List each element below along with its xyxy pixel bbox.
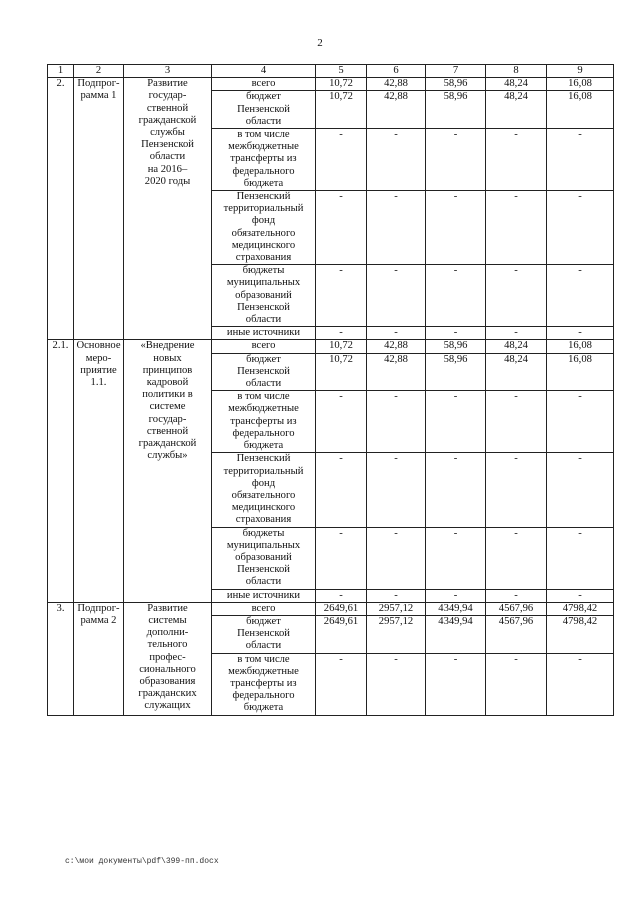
amount-cell: - [316,653,367,715]
column-header: 8 [486,65,547,78]
amount-cell: - [316,527,367,589]
column-header: 3 [124,65,212,78]
amount-cell: 2957,12 [367,615,426,653]
funding-source-cell: Пензенский территориальный фонд обязательного медицинского страхования [212,453,316,527]
page-number: 2 [317,37,323,49]
amount-cell: - [426,589,486,602]
amount-cell: - [486,191,547,265]
row-number-cell: 2. [48,78,74,340]
amount-cell: 48,24 [486,353,547,391]
funding-source-cell: всего [212,340,316,353]
program-name-cell: Подпрог- рамма 2 [74,602,124,715]
amount-cell: - [547,589,614,602]
column-header: 6 [367,65,426,78]
funding-source-cell: бюджет Пензенской области [212,353,316,391]
amount-cell: - [547,527,614,589]
amount-cell: 42,88 [367,353,426,391]
amount-cell: - [486,527,547,589]
amount-cell: - [426,653,486,715]
amount-cell: - [547,327,614,340]
amount-cell: - [547,129,614,191]
amount-cell: - [486,589,547,602]
amount-cell: - [316,129,367,191]
amount-cell: - [367,391,426,453]
budget-table-body [48,65,614,716]
amount-cell: 48,24 [486,91,547,129]
amount-cell: - [316,589,367,602]
funding-source-cell: бюджеты муниципальных образований Пензенской области [212,265,316,327]
amount-cell: 58,96 [426,91,486,129]
column-header: 1 [48,65,74,78]
amount-cell: 58,96 [426,78,486,91]
funding-source-cell: всего [212,78,316,91]
funding-source-cell: всего [212,602,316,615]
budget-table [47,64,614,716]
amount-cell: 58,96 [426,340,486,353]
amount-cell: - [547,391,614,453]
funding-source-cell: в том числе межбюджетные трансферты из федерального бюджета [212,391,316,453]
amount-cell: - [547,453,614,527]
amount-cell: - [426,265,486,327]
funding-source-cell: Пензенский территориальный фонд обязательного медицинского страхования [212,191,316,265]
row-number-cell: 3. [48,602,74,715]
funding-source-cell: бюджет Пензенской области [212,91,316,129]
amount-cell: - [367,589,426,602]
amount-cell: - [367,265,426,327]
amount-cell: - [367,527,426,589]
amount-cell: - [367,327,426,340]
amount-cell: - [426,527,486,589]
program-description-cell: «Внедрение новых принципов кадровой политики в системе государ- ственной гражданской службы» [124,340,212,602]
amount-cell: - [486,453,547,527]
amount-cell: 4798,42 [547,602,614,615]
amount-cell: 2649,61 [316,602,367,615]
table-row [48,78,614,91]
amount-cell: 48,24 [486,78,547,91]
amount-cell: - [486,327,547,340]
funding-source-cell: иные источники [212,589,316,602]
column-header: 4 [212,65,316,78]
amount-cell: 16,08 [547,78,614,91]
funding-source-cell: бюджеты муниципальных образований Пензенской области [212,527,316,589]
row-number-cell: 2.1. [48,340,74,602]
amount-cell: 58,96 [426,353,486,391]
amount-cell: 4349,94 [426,602,486,615]
column-header: 2 [74,65,124,78]
amount-cell: - [316,391,367,453]
amount-cell: 10,72 [316,340,367,353]
header-row [48,65,614,78]
amount-cell: - [316,453,367,527]
amount-cell: 2649,61 [316,615,367,653]
table-row [48,340,614,353]
amount-cell: - [547,653,614,715]
table-row [48,602,614,615]
amount-cell: - [367,191,426,265]
amount-cell: 4567,96 [486,602,547,615]
program-name-cell: Основное меро- приятие 1.1. [74,340,124,602]
amount-cell: 4567,96 [486,615,547,653]
program-description-cell: Развитие системы дополни- тельного профес- сионального образования гражданских служащих [124,602,212,715]
amount-cell: - [486,129,547,191]
amount-cell: 10,72 [316,91,367,129]
amount-cell: 10,72 [316,353,367,391]
amount-cell: - [486,265,547,327]
funding-source-cell: в том числе межбюджетные трансферты из федерального бюджета [212,129,316,191]
amount-cell: - [367,453,426,527]
amount-cell: 16,08 [547,340,614,353]
amount-cell: 16,08 [547,353,614,391]
amount-cell: 10,72 [316,78,367,91]
file-path-footer: c:\мои документы\pdf\399-пп.docx [65,857,219,866]
amount-cell: 4349,94 [426,615,486,653]
amount-cell: 42,88 [367,91,426,129]
amount-cell: - [486,391,547,453]
amount-cell: 2957,12 [367,602,426,615]
amount-cell: - [367,129,426,191]
amount-cell: - [426,453,486,527]
amount-cell: 42,88 [367,340,426,353]
column-header: 7 [426,65,486,78]
funding-source-cell: в том числе межбюджетные трансферты из федерального бюджета [212,653,316,715]
amount-cell: 16,08 [547,91,614,129]
amount-cell: - [426,191,486,265]
amount-cell: - [547,265,614,327]
amount-cell: - [316,265,367,327]
amount-cell: - [426,129,486,191]
amount-cell: 4798,42 [547,615,614,653]
funding-source-cell: иные источники [212,327,316,340]
column-header: 9 [547,65,614,78]
column-header: 5 [316,65,367,78]
amount-cell: 42,88 [367,78,426,91]
amount-cell: - [426,327,486,340]
funding-source-cell: бюджет Пензенской области [212,615,316,653]
amount-cell: - [486,653,547,715]
amount-cell: - [426,391,486,453]
amount-cell: - [316,191,367,265]
amount-cell: - [367,653,426,715]
amount-cell: - [316,327,367,340]
amount-cell: 48,24 [486,340,547,353]
program-description-cell: Развитие государ- ственной гражданской службы Пензенской области на 2016– 2020 годы [124,78,212,340]
program-name-cell: Подпрог- рамма 1 [74,78,124,340]
amount-cell: - [547,191,614,265]
